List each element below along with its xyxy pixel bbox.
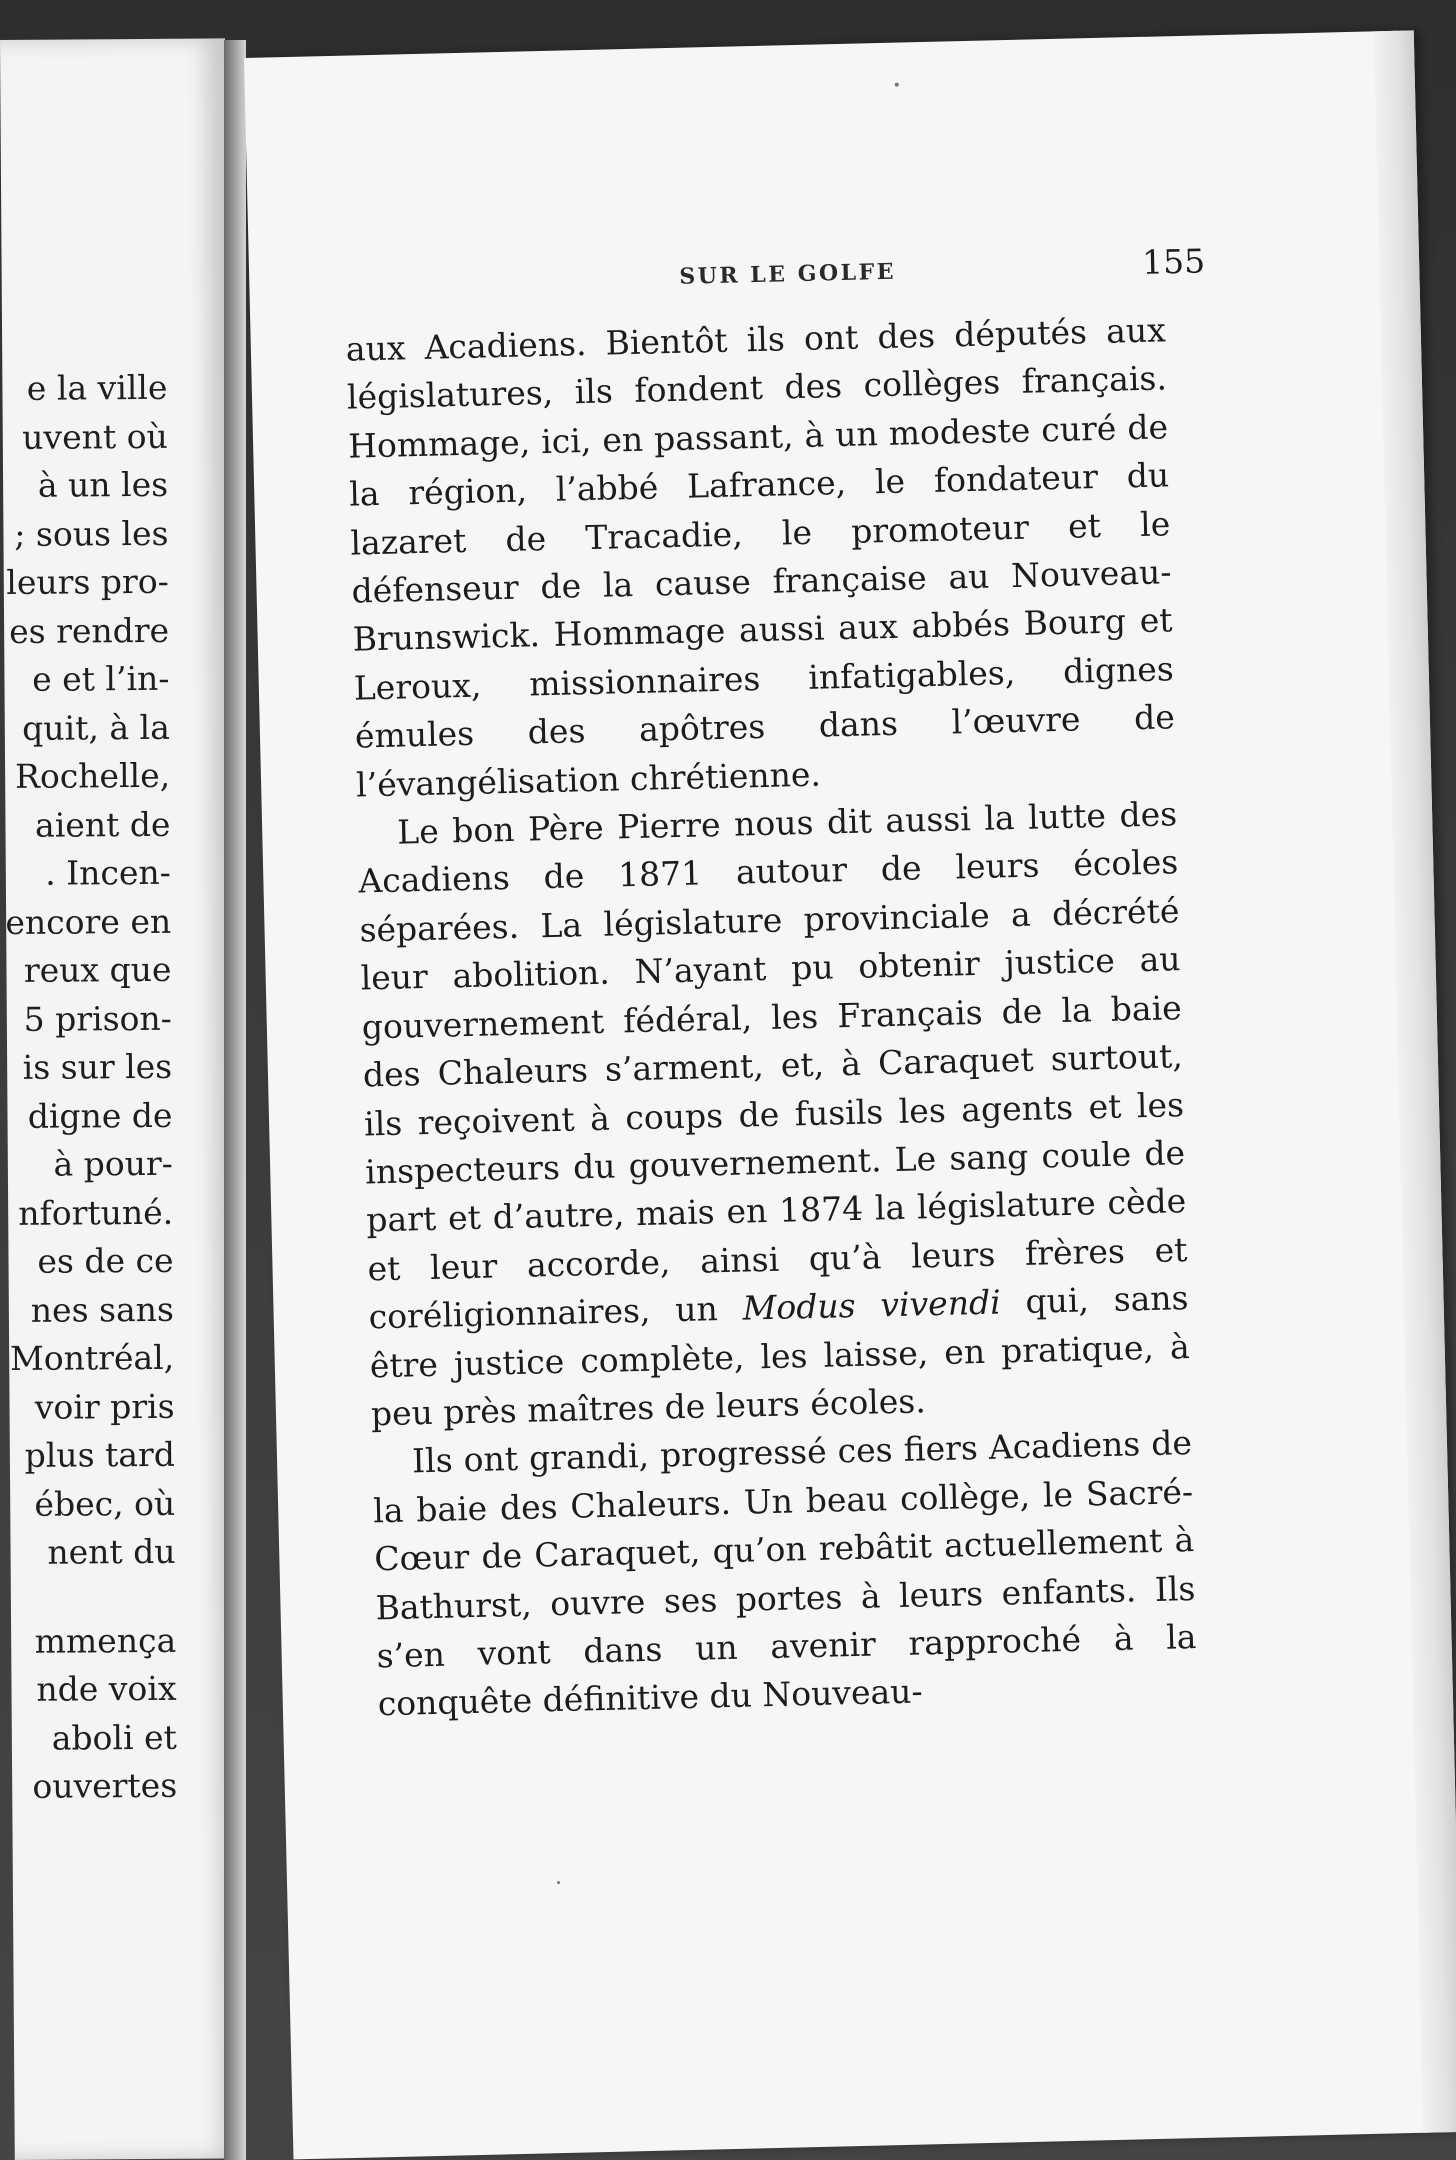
paragraph-text: Ils ont grandi, progressé ces fiers Acadiens de la baie des Chaleurs. Un beau collège, le Sacré-Cœur de Caraquet, qu’on rebâtit actuellement à Bathurst, ouvre ses portes à leurs enfants. Ils s’en vont dans un avenir rapproché à la conquête définitive du Nouveau- bbox=[372, 1423, 1197, 1724]
body-text bbox=[345, 306, 1198, 1729]
left-page-line: nfortuné. bbox=[18, 1192, 174, 1233]
left-page-line: digne de bbox=[27, 1095, 173, 1136]
left-page-line: 5 prison- bbox=[23, 998, 172, 1039]
left-page-line: reux que bbox=[23, 949, 172, 990]
paragraph bbox=[357, 790, 1192, 1438]
left-page-line: quit, à la bbox=[22, 707, 170, 748]
left-page-line: e la ville bbox=[26, 367, 168, 408]
left-page-line: Rochelle, bbox=[14, 755, 171, 796]
left-page-line: ; sous les bbox=[14, 513, 169, 554]
left-page-line: ébec, où bbox=[34, 1483, 176, 1524]
dust-speck bbox=[895, 83, 899, 87]
running-head: SUR LE GOLFE bbox=[678, 258, 897, 290]
left-page-line: e et l’in- bbox=[32, 658, 170, 699]
left-page-line: nde voix bbox=[36, 1668, 177, 1709]
paragraph bbox=[345, 306, 1176, 809]
left-page-line: à pour- bbox=[53, 1143, 173, 1184]
dust-speck bbox=[557, 1881, 560, 1884]
paragraph bbox=[372, 1419, 1199, 1729]
left-page-line: leurs pro- bbox=[6, 561, 169, 602]
left-page-line: mmença bbox=[34, 1620, 177, 1661]
left-page-line: voir pris bbox=[34, 1386, 175, 1427]
right-page bbox=[244, 30, 1456, 2159]
left-page-line: plus tard bbox=[24, 1434, 176, 1475]
left-facing-page bbox=[0, 38, 240, 2160]
left-page-line: nes sans bbox=[30, 1289, 174, 1330]
left-page-line: aboli et bbox=[51, 1717, 177, 1758]
paragraph-text: Le bon Père Pierre nous dit aussi la lutte des Acadiens de 1871 autour de leurs écoles séparées. La législature provinciale a décrété leur abolition. N’ayant pu obtenir justice au gouvernement fédéral, les Français de la baie des Chaleurs s’arment, et, à Caraquet surtout, ils reçoivent à coups de fusils les agents et les inspecteurs du gouvernement. Le sang coule de part et d’autre, mais en 1874 la législature cède et leur accorde, ainsi qu’à leurs frères et coréligionnaires, un bbox=[357, 794, 1188, 1337]
page-number: 155 bbox=[1141, 241, 1206, 282]
left-page-line: encore en bbox=[5, 901, 172, 942]
left-page-line: es rendre bbox=[9, 610, 170, 651]
left-page-line: aient de bbox=[34, 804, 171, 845]
paragraph-text: aux Acadiens. Bientôt ils ont des députés aux législatures, ils fondent des collèges français. Hommage, ici, en passant, à un modeste curé de la région, l’abbé Lafrance, le fondateur du lazaret de Tracadie, le promoteur et le défenseur de la cause française au Nouveau-Brunswick. Hommage aussi aux abbés Bourg et Leroux, missionnaires infatigables, dignes émules des apôtres dans l’œuvre de l’évangélisation chrétienne. bbox=[345, 310, 1176, 805]
left-page-line: is sur les bbox=[22, 1046, 173, 1087]
paragraph-text: qui, sans être justice complète, les laisse, en pratique, à peu près maîtres de leurs écoles. bbox=[369, 1278, 1191, 1434]
left-page-line: ouvertes bbox=[32, 1765, 178, 1806]
left-page-line: nent du bbox=[47, 1531, 176, 1572]
book-gutter bbox=[224, 40, 246, 2160]
left-page-line: . Incen- bbox=[44, 852, 171, 893]
left-page-line: à un les bbox=[37, 464, 169, 505]
left-page-line: es de ce bbox=[37, 1240, 174, 1281]
left-page-line: uvent où bbox=[22, 416, 168, 457]
emphasis-text: Modus vivendi bbox=[742, 1282, 1002, 1328]
left-page-text-fragments bbox=[2, 364, 178, 1812]
left-page-line: Montréal, bbox=[9, 1337, 175, 1378]
